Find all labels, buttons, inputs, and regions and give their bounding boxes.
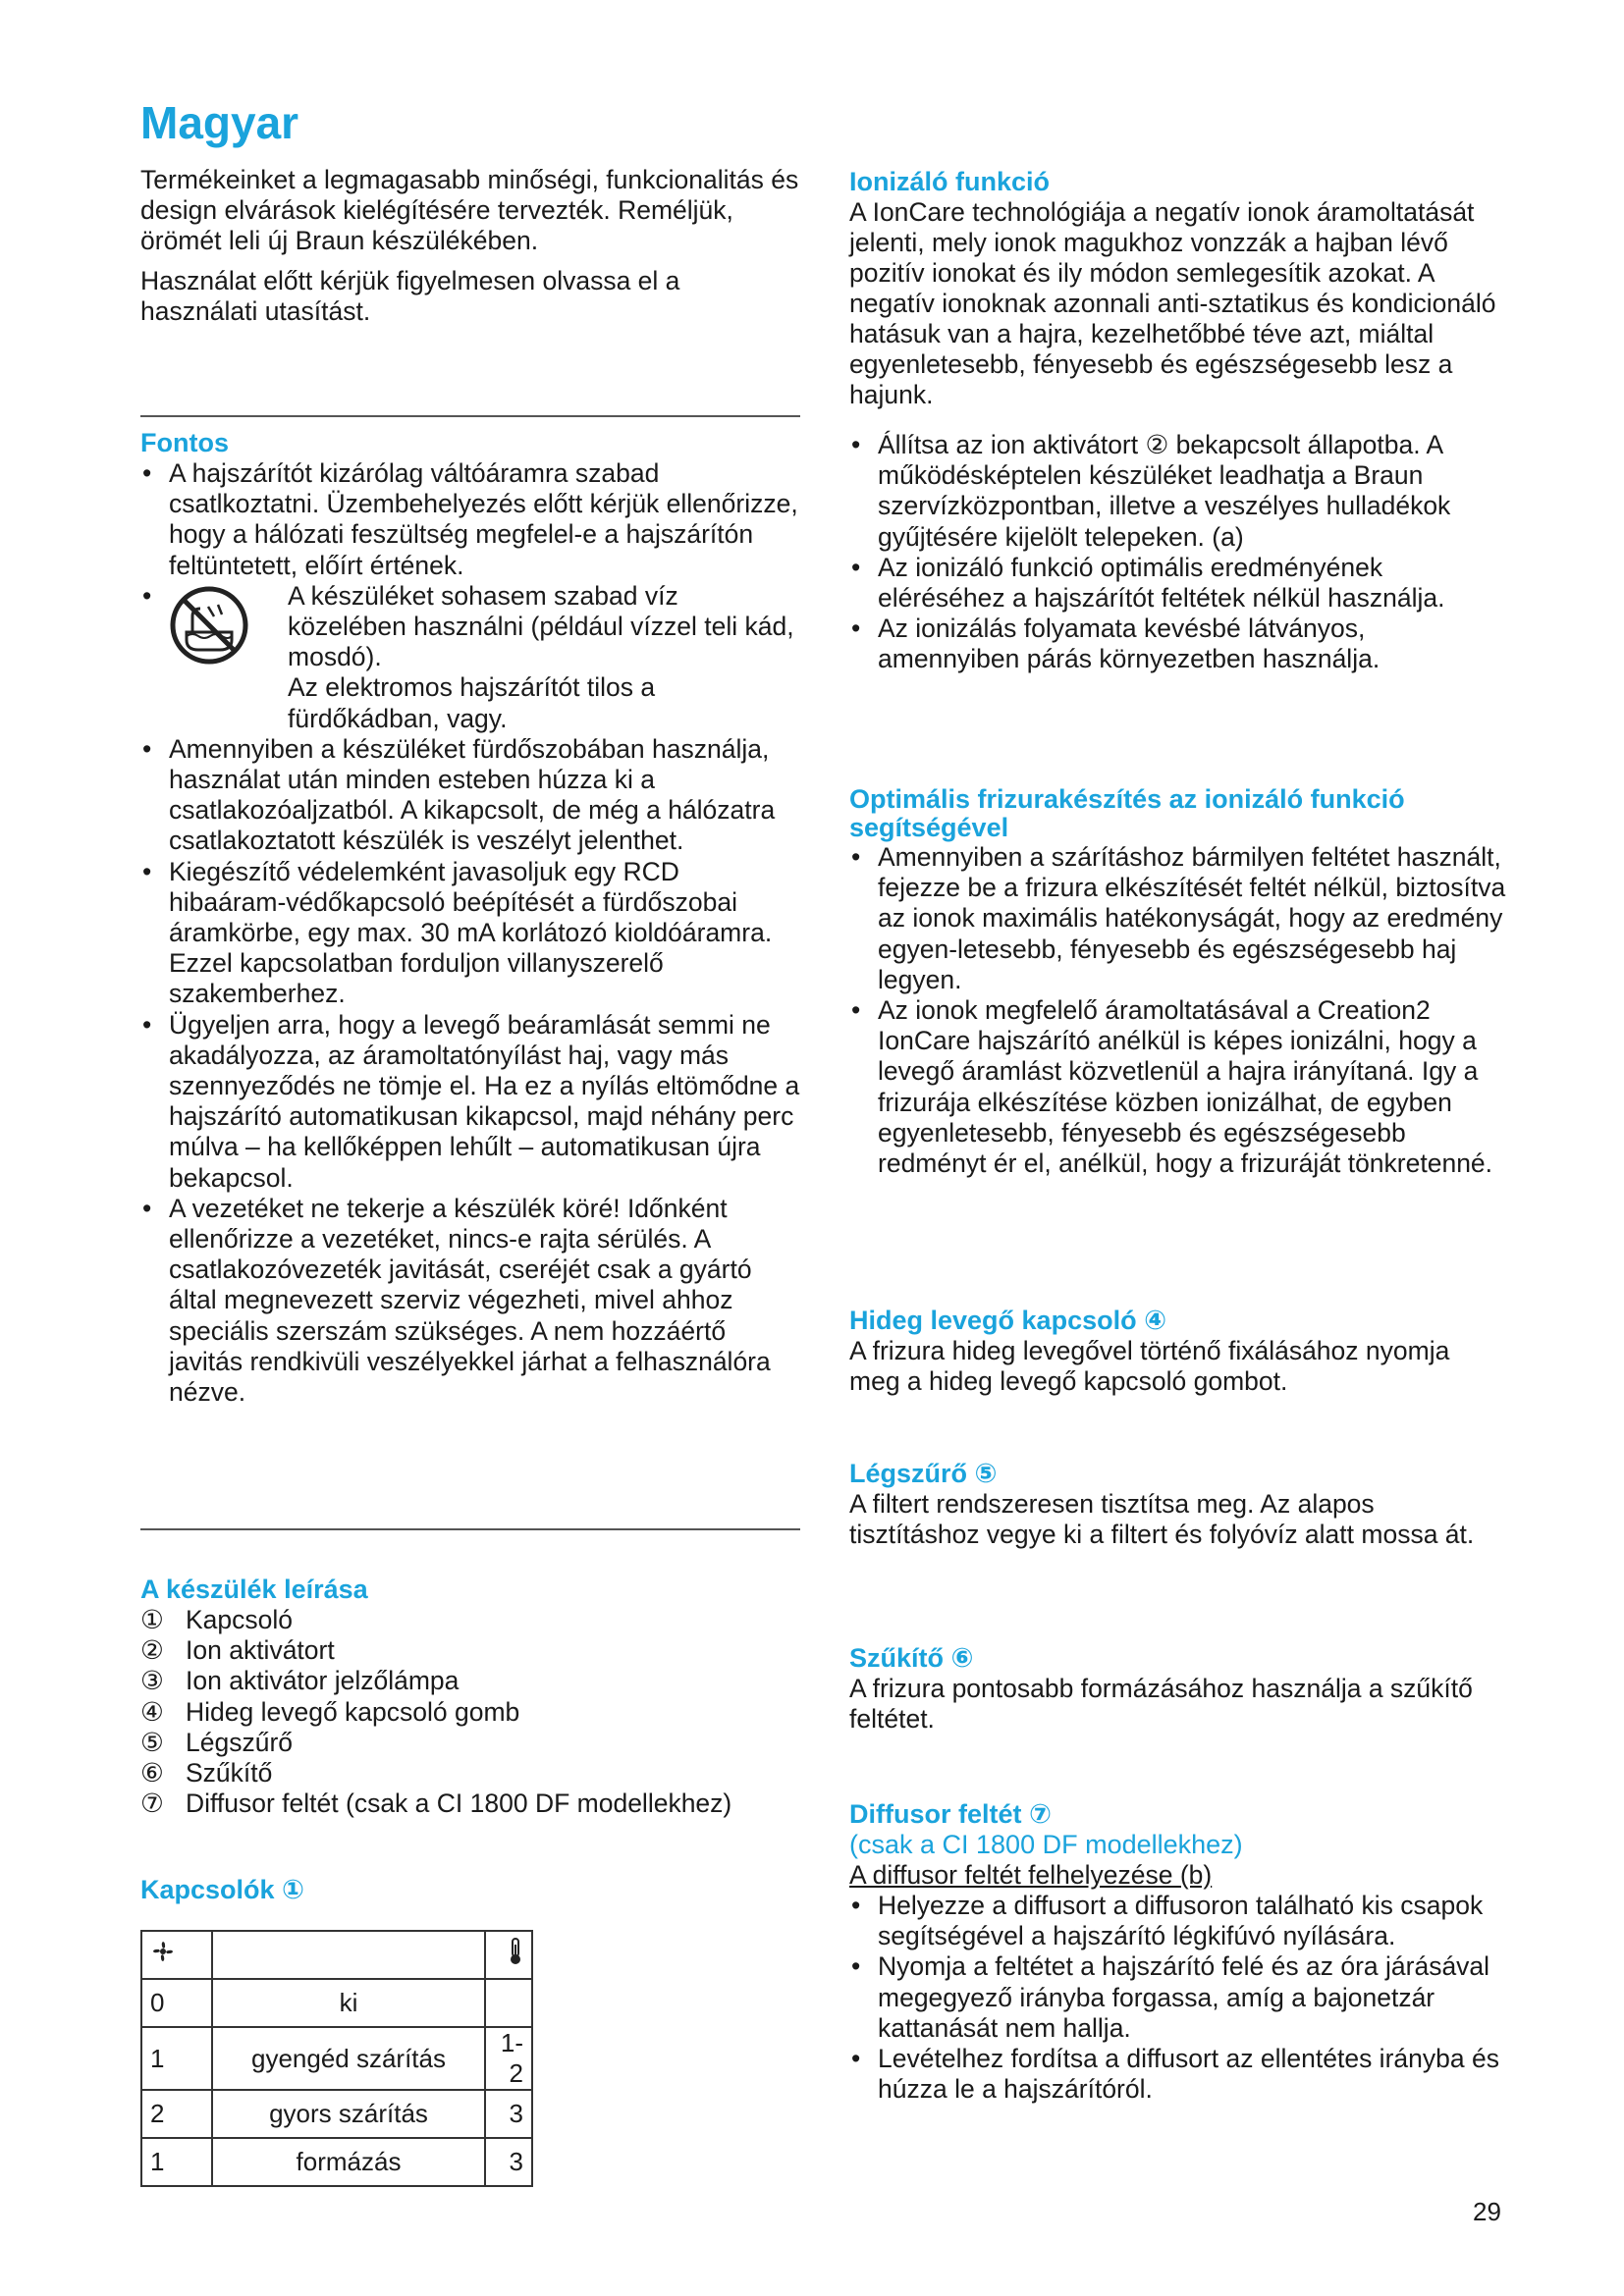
hideg-section [849, 1306, 1507, 1397]
ionizalo-heading: Ionizáló funkció [849, 167, 1051, 196]
hideg-heading: Hideg levegő kapcsoló ④ [849, 1306, 1166, 1335]
fontos-bullet-6: • A vezetéket ne tekerje a készülék köré! Időnként ellenőrizze a vezetéket, nincs-e rajta sérülés. A csatlakozóvezeték javitását, cseréjét csak a gyártó által megnevezett szerviz végezheti, mivel ahhoz speciális szerszám szükséges. A nem hozzáértő javitás rendkivüli veszélyekkel járhat a felhasználóra nézve. [140, 1194, 800, 1408]
szukito-text: A frizura pontosabb formázásához használja a szűkítő feltétet. [849, 1674, 1473, 1734]
fontos-bullet-5: • Ügyeljen arra, hogy a levegő beáramlását semmi ne akadályozza, az áramoltatónyílást haj, vagy más szennyeződés ne tömje el. Ha ez a nyílás eltömődne a hajszárító automatikusan kikapcsol, majd néhány perc múlva – ha kellőképpen lehűlt – automatikusan újra bekapcsol. [140, 1010, 800, 1194]
leiras-heading: A készülék leírása [140, 1575, 368, 1604]
table-row: 1 gyengéd szárítás 1-2 [141, 2027, 532, 2090]
fontos-bullet-1: • A hajszárítót kizárólag váltóáramra szabad csatlkoztatni. Üzembehelyezés előtt kérjük ellenőrizze, hogy a hálózati feszültség megfelel-e a hajszárítón feltüntetett, előírt értének. [140, 458, 800, 581]
ionizalo-bullet-2: • Az ionizáló funkció optimális eredményének eléréséhez a hajszárítót feltétek nélkül használja. [849, 553, 1507, 614]
fan-icon [150, 1939, 176, 1964]
table-row: 1 formázás 3 [141, 2138, 532, 2186]
table-row: 2 gyors szárítás 3 [141, 2090, 532, 2138]
optimalis-bullet-2: • Az ionok megfelelő áramoltatásával a Creation2 IonCare hajszárító anélkül is képes ionizálni, hogy a levegő áramlást közvetlenül a hajra irányítaná. Igy a frizurája elkészítése közben ionizálhat, de egyben egyenletesebb, fényesebb és egészségesebb redményt ér el, anélkül, hogy a frizuráját tönkretenné. [849, 995, 1507, 1179]
szukito-section [849, 1643, 1507, 1735]
fontos-bullet-2 [140, 581, 800, 734]
diffusor-bullet-1: • Helyezze a diffusort a diffusoron található kis csapok segítségével a hajszárító légkifúvó nyílására. [849, 1891, 1507, 1951]
page-title: Magyar [140, 97, 299, 148]
page-number: 29 [1473, 2197, 1501, 2226]
leiras-section [140, 1575, 800, 1819]
no-water-warning-icon [169, 585, 249, 666]
list-item: ④ Hideg levegő kapcsoló gomb [140, 1696, 520, 1727]
table-header-row [141, 1931, 532, 1979]
hideg-text: A frizura hideg levegővel történő fixálásához nyomja meg a hideg levegő kapcsoló gombot. [849, 1336, 1450, 1396]
list-item: ⑦ Diffusor feltét (csak a CI 1800 DF modellekhez) [140, 1789, 732, 1819]
diffusor-heading: Diffusor feltét ⑦ [849, 1799, 1052, 1829]
legszuro-heading: Légszűrő ⑤ [849, 1459, 998, 1488]
parts-list [140, 1605, 800, 1819]
divider-top [140, 415, 800, 417]
fontos-heading: Fontos [140, 428, 229, 457]
fontos-section [140, 428, 800, 1408]
diffusor-section [849, 1799, 1507, 2105]
intro-section [140, 165, 800, 327]
diffusor-bullet-3: • Levételhez fordítsa a diffusort az ellentétes irányba és húzza le a hajszárítóról. [849, 2044, 1507, 2105]
list-item: ⑥ Szűkítő [140, 1758, 273, 1789]
ionizalo-section [849, 167, 1507, 675]
optimalis-heading: Optimális frizurakészítés az ionizáló funkció segítségével [849, 784, 1405, 842]
list-item: ② Ion aktivátort [140, 1635, 335, 1666]
legszuro-text: A filtert rendszeresen tisztítsa meg. Az alapos tisztításhoz vegye ki a filtert és folyóvíz alatt mossa át. [849, 1489, 1475, 1549]
legszuro-section [849, 1459, 1507, 1550]
thermometer-icon-cell [485, 1931, 532, 1979]
switch-table [140, 1930, 533, 2187]
thermometer-icon [508, 1937, 523, 1966]
fontos-bullet-2-text: • A készüléket sohasem szabad víz közelében használni (például vízzel teli kád, mosdó). [288, 580, 794, 672]
diffusor-instructions-title: A diffusor feltét felhelyezése (b) [849, 1860, 1213, 1890]
intro-paragraph-1: Termékeinket a legmagasabb minőségi, funkcionalitás és design elvárások kielégítésére tervezték. Reméljük, örömét leli új Braun készülékében. [140, 165, 799, 255]
list-item: ③ Ion aktivátor jelzőlámpa [140, 1666, 460, 1696]
fontos-bullet-4: • Kiegészítő védelemként javasoljuk egy RCD hibaáram-védőkapcsoló beépítését a fürdőszobai áramkörbe, egy max. 30 mA korlátozó kioldóáramra. Ezzel kapcsolatban forduljon villanyszerelő szakemberhez. [140, 857, 800, 1010]
ionizalo-bullet-1: • Állítsa az ion aktivátort ② bekapcsolt állapotba. A működésképtelen készüléket leadhatja a Braun szervízközpontban, illetve a veszélyes hulladékok gyűjtésére kijelölt telepeken. (a) [849, 430, 1507, 553]
szukito-heading: Szűkítő ⑥ [849, 1643, 974, 1673]
table-row: 0 ki [141, 1979, 532, 2027]
diffusor-subheading: (csak a CI 1800 DF modellekhez) [849, 1830, 1243, 1859]
fan-icon-cell [141, 1931, 212, 1979]
ionizalo-bullet-3: • Az ionizálás folyamata kevésbé látványos, amennyiben párás környezetben használja. [849, 614, 1507, 674]
optimalis-bullet-1: • Amennyiben a szárításhoz bármilyen feltétet használt, fejezze be a frizura elkészítését feltét nélkül, biztosítva az ionok maximális hatékonyságát, hogy az eredmény egyen-letesebb, fényesebb és egészségesebb haj legyen. [849, 842, 1507, 995]
list-item: ⑤ Légszűrő [140, 1727, 294, 1757]
ionizalo-text: A IonCare technológiája a negatív ionok áramoltatását jelenti, mely ionok magukhoz vonzzák a hajban lévő pozitív ionokat és ily módon semlegesítik azokat. A negatív ionoknak azonnali anti-sztatikus és kondicionáló hatásuk van a hajra, kezelhetőbbé téve azt, miáltal egyenletesebb, fényesebb és egészségesebb lesz a hajunk. [849, 197, 1496, 409]
divider-bottom [140, 1528, 800, 1530]
kapcsolok-heading: Kapcsolók ① [140, 1875, 304, 1904]
optimalis-section [849, 785, 1507, 1179]
list-item: ① Kapcsoló [140, 1605, 294, 1634]
diffusor-bullet-2: • Nyomja a feltétet a hajszárító felé és az óra járásával megegyező irányba forgassa, amíg a bajonetzár kattanását nem hallja. [849, 1951, 1507, 2044]
fontos-bullet-2-extra: Az elektromos hajszárítót tilos a fürdőkádban, vagy. [288, 672, 656, 733]
kapcsolok-section [140, 1875, 800, 1905]
intro-paragraph-2: Használat előtt kérjük figyelmesen olvassa el a használati utasítást. [140, 266, 680, 326]
fontos-bullet-3: • Amennyiben a készüléket fürdőszobában használja, használat után minden esteben húzza ki a csatlakozóaljzatból. A kikapcsolt, de még a hálózatra csatlakoztatott készülék is veszélyt jelenthet. [140, 734, 800, 857]
